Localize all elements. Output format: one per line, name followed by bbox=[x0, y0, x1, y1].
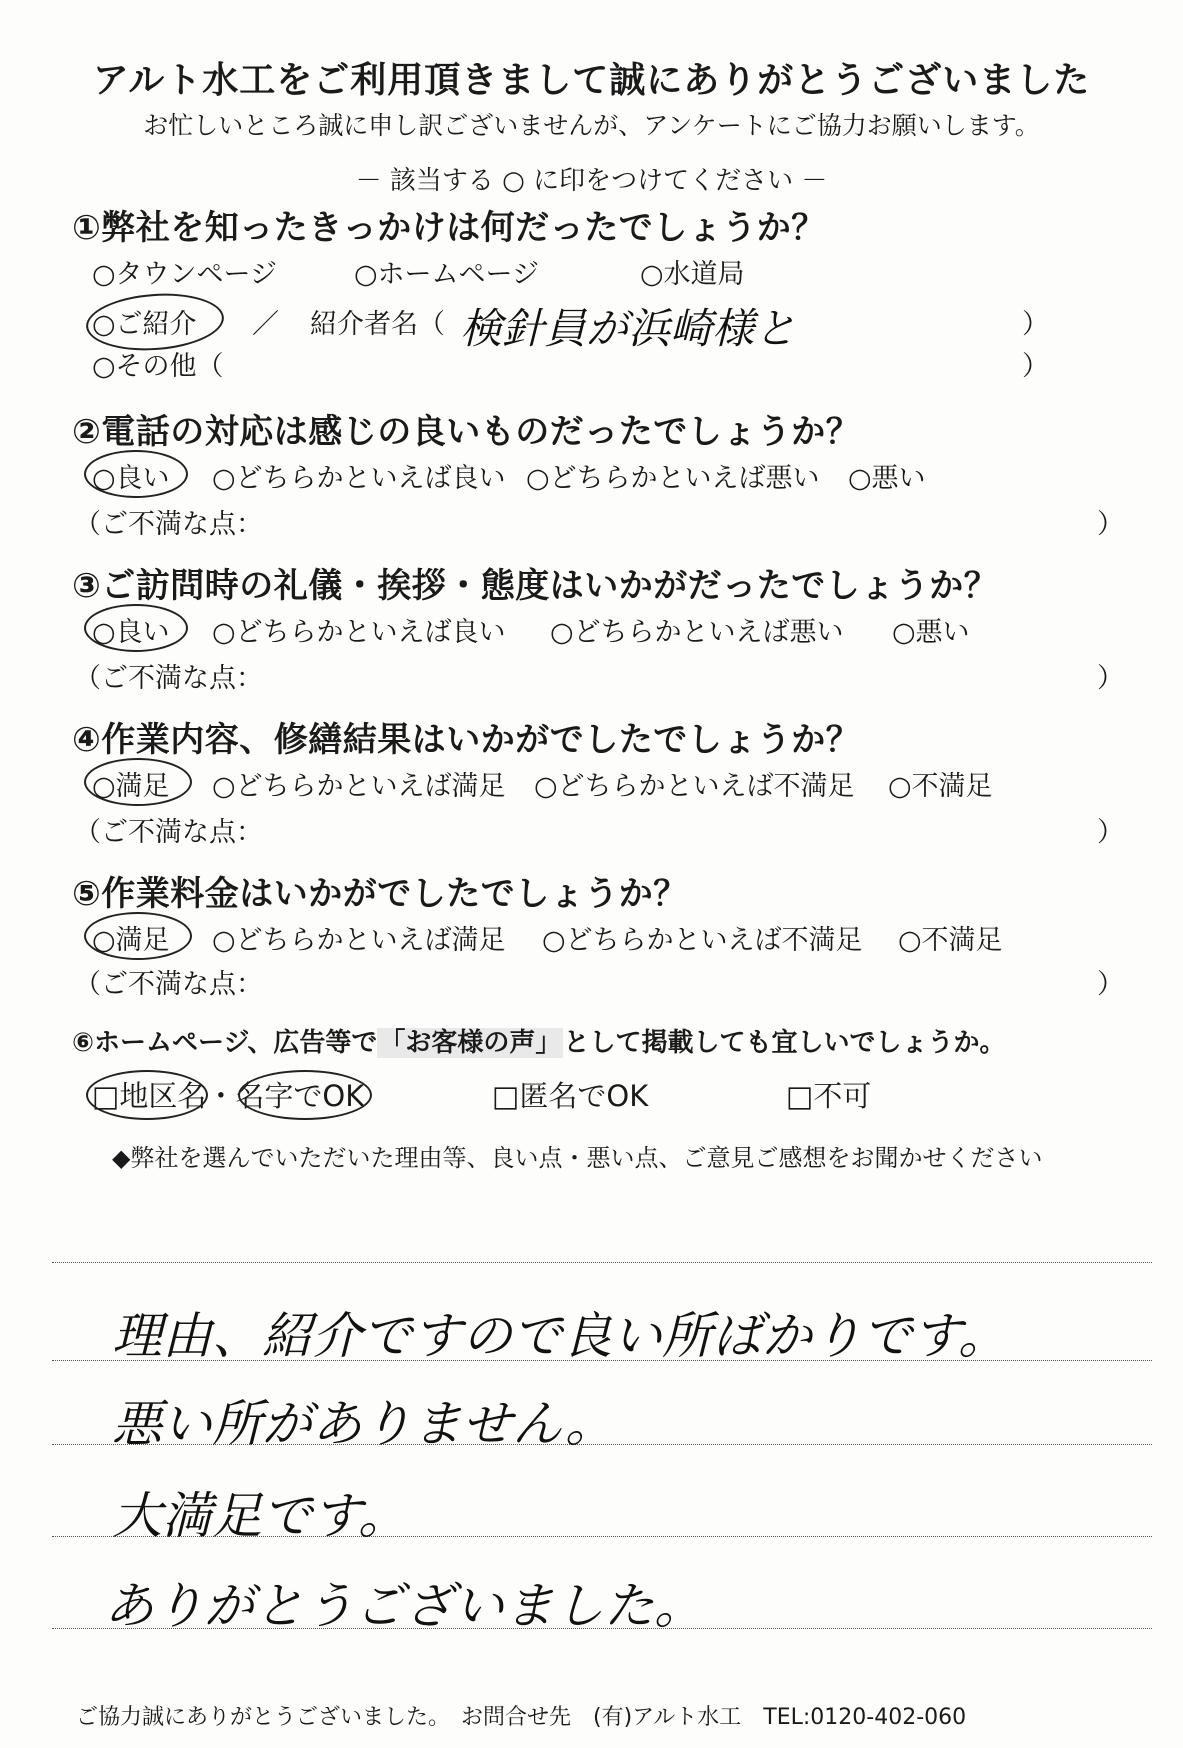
q1-introducer-label: 紹介者名（ bbox=[310, 309, 445, 340]
q3-option-bad[interactable]: ○悪い bbox=[892, 617, 970, 648]
q1-option-townpage[interactable]: ○タウンページ bbox=[92, 259, 278, 290]
q1-introducer-close: ） bbox=[1022, 309, 1049, 340]
q1-slash: ／ bbox=[252, 309, 279, 340]
q3-option-somewhat-bad[interactable]: ○どちらかといえば悪い bbox=[550, 617, 844, 648]
q5-complaint-close: ） bbox=[1097, 969, 1124, 1000]
survey-title: アルト水工をご利用頂きまして誠にありがとうございました bbox=[92, 60, 1091, 101]
q3-option-somewhat-good[interactable]: ○どちらかといえば良い bbox=[212, 617, 506, 648]
footer-contact: ご協力誠にありがとうございました。 お問合せ先 (有)アルト水工 TEL:0120-402-060 bbox=[76, 1705, 967, 1730]
q6-option-anonymous-ok[interactable]: □匿名でOK bbox=[492, 1079, 649, 1113]
q2-option-somewhat-good[interactable]: ○どちらかといえば良い bbox=[212, 463, 506, 494]
q6-option-area-name-ok[interactable]: □地区名・名字でOK bbox=[92, 1079, 365, 1113]
q4-satisfied-circle bbox=[84, 758, 192, 806]
q6-area-circle bbox=[86, 1070, 208, 1120]
q5-satisfied-circle bbox=[84, 912, 192, 960]
q2-option-bad[interactable]: ○悪い bbox=[848, 463, 926, 494]
q2-good-circle bbox=[84, 450, 188, 498]
comment-handwriting-3: 大満足です。 bbox=[112, 1487, 408, 1545]
q3-good-circle bbox=[84, 604, 188, 652]
q5-complaint-row bbox=[74, 962, 1124, 1001]
comment-handwriting-2: 悪い所がありません。 bbox=[112, 1395, 615, 1453]
q6-option-not-allowed[interactable]: □不可 bbox=[786, 1079, 872, 1113]
comment-line-1 bbox=[52, 1262, 1152, 1263]
q4-complaint-label: （ご不満な点： bbox=[74, 817, 263, 848]
q1-introducer-handwriting: 検針員が浜崎様と bbox=[460, 304, 797, 353]
q2-complaint-close: ） bbox=[1097, 509, 1124, 540]
q1-option-other[interactable]: ○その他（ bbox=[92, 351, 224, 382]
comments-prompt: ◆弊社を選んでいただいた理由等、良い点・悪い点、ご意見ご感想をお聞かせください bbox=[112, 1144, 1043, 1172]
survey-subtitle: お忙しいところ誠に申し訳ございませんが、アンケートにご協力お願いします。 bbox=[143, 111, 1040, 140]
q3-question: ③ご訪問時の礼儀・挨拶・態度はいかがだったでしょうか？ bbox=[72, 566, 999, 606]
q4-complaint-close: ） bbox=[1097, 817, 1124, 848]
q4-complaint-row bbox=[74, 810, 1124, 849]
q2-option-good[interactable]: ○良い bbox=[92, 463, 170, 494]
q1-option-introduction[interactable]: ○ご紹介 bbox=[92, 309, 197, 340]
q5-question: ⑤作業料金はいかがでしたでしょうか？ bbox=[72, 874, 688, 914]
q1-question: ①弊社を知ったきっかけは何だったでしょうか？ bbox=[72, 208, 826, 248]
q6-surname-circle bbox=[238, 1070, 372, 1120]
q1-other-close: ） bbox=[1022, 351, 1049, 382]
q3-complaint-row bbox=[74, 656, 1124, 695]
q5-option-somewhat-unsatisfied[interactable]: ○どちらかといえば不満足 bbox=[542, 925, 863, 956]
q2-question: ②電話の対応は感じの良いものだったでしょうか？ bbox=[72, 412, 861, 452]
q2-complaint-row bbox=[74, 502, 1124, 541]
q2-complaint-label: （ご不満な点： bbox=[74, 509, 263, 540]
q6-prefix: ⑥ホームページ、広告等で bbox=[72, 1028, 378, 1058]
q4-option-unsatisfied[interactable]: ○不満足 bbox=[888, 771, 993, 802]
q1-option-homepage[interactable]: ○ホームページ bbox=[354, 259, 540, 290]
q6-suffix: として掲載しても宜しいでしょうか。 bbox=[563, 1028, 1006, 1058]
q5-option-somewhat-satisfied[interactable]: ○どちらかといえば満足 bbox=[212, 925, 506, 956]
q6-question bbox=[72, 1022, 1005, 1059]
q5-option-unsatisfied[interactable]: ○不満足 bbox=[898, 925, 1003, 956]
q4-question: ④作業内容、修繕結果はいかがでしたでしょうか？ bbox=[72, 720, 861, 760]
q3-option-good[interactable]: ○良い bbox=[92, 617, 170, 648]
q5-complaint-label: （ご不満な点： bbox=[74, 969, 263, 1000]
q3-complaint-close: ） bbox=[1097, 663, 1124, 694]
q3-complaint-label: （ご不満な点： bbox=[74, 663, 263, 694]
instruction: － 該当する ○ に印をつけてください － bbox=[355, 166, 828, 196]
q2-option-somewhat-bad[interactable]: ○どちらかといえば悪い bbox=[526, 463, 820, 494]
q4-option-satisfied[interactable]: ○満足 bbox=[92, 771, 170, 802]
q5-option-satisfied[interactable]: ○満足 bbox=[92, 925, 170, 956]
q1-option-water-bureau[interactable]: ○水道局 bbox=[640, 259, 745, 290]
q6-highlight: 「お客様の声」 bbox=[379, 1028, 562, 1058]
q4-option-somewhat-satisfied[interactable]: ○どちらかといえば満足 bbox=[212, 771, 506, 802]
q4-option-somewhat-unsatisfied[interactable]: ○どちらかといえば不満足 bbox=[534, 771, 855, 802]
comment-handwriting-1: 理由、紹介ですので良い所ばかりです。 bbox=[112, 1307, 1008, 1365]
comment-handwriting-4: ありがとうございました。 bbox=[104, 1577, 704, 1635]
